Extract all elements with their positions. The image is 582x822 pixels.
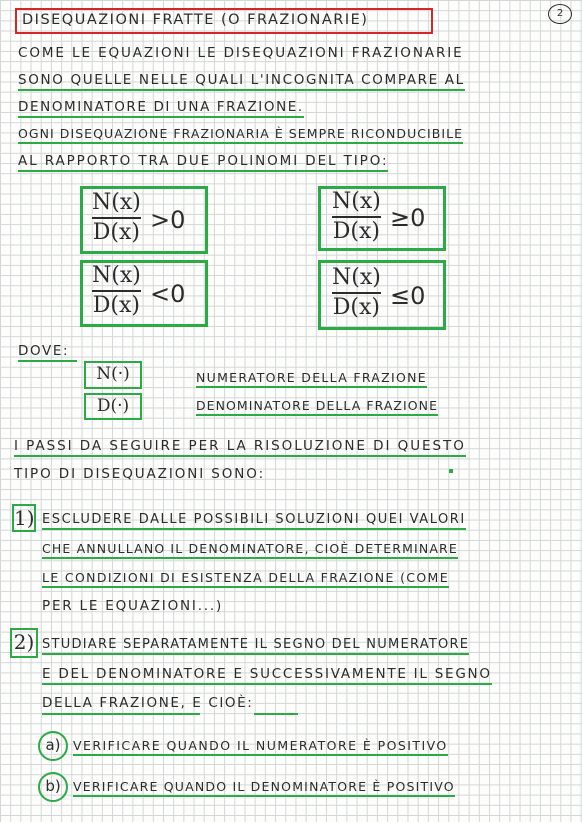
step-1-number: 1): [14, 506, 35, 530]
denominator: D(x): [332, 295, 381, 320]
intro-line-3: DENOMINATORE DI UNA FRAZIONE.: [18, 99, 304, 118]
sub-a-label: a): [38, 731, 68, 761]
step-1-line-2: CHE ANNULLANO IL DENOMINATORE, CIOÈ DETERMINARE: [42, 541, 458, 559]
page-title: DISEQUAZIONI FRATTE (O FRAZIONARIE): [22, 12, 369, 28]
fraction-ge: [332, 191, 381, 243]
sub-b-text: VERIFICARE QUANDO IL DENOMINATORE È POSITIVO: [73, 779, 455, 797]
sub-a-text: VERIFICARE QUANDO IL NUMERATORE È POSITIVO: [73, 738, 448, 756]
step-2-line-3: DELLA FRAZIONE, E CIOÈ:: [42, 695, 254, 711]
steps-intro-line-1: I PASSI DA SEGUIRE PER LA RISOLUZIONE DI QUESTO: [14, 438, 466, 457]
denominator: D(x): [92, 293, 141, 318]
intro-line-5: AL RAPPORTO TRA DUE POLINOMI DEL TIPO:: [18, 153, 388, 172]
numerator: N(x): [332, 189, 381, 214]
intro-line-2: SONO QUELLE NELLE QUALI L'INCOGNITA COMPARE AL: [18, 72, 465, 91]
fraction-lt: [92, 265, 141, 317]
denominator: D(x): [92, 220, 141, 245]
operator-gt: >0: [150, 206, 186, 234]
step-2-number: 2): [10, 628, 38, 658]
numerator: N(x): [92, 190, 141, 215]
operator-lt: <0: [150, 280, 186, 308]
step-2-underline-b: [254, 713, 298, 715]
numerator: N(x): [332, 265, 381, 290]
sub-b-label: b): [38, 772, 68, 802]
green-dot: [449, 469, 453, 473]
operator-ge: ≥0: [390, 204, 426, 232]
step-1-line-4: PER LE EQUAZIONI...): [42, 598, 224, 614]
step-2-line-2: E DEL DENOMINATORE E SUCCESSIVAMENTE IL SEGNO: [42, 666, 492, 685]
intro-line-1: COME LE EQUAZIONI LE DISEQUAZIONI FRAZIONARIE: [18, 45, 464, 61]
step-2-line-1: STUDIARE SEPARATAMENTE IL SEGNO DEL NUMERATORE: [42, 637, 469, 655]
n-symbol-box: N(·): [84, 361, 142, 389]
dove-label: DOVE:: [18, 343, 77, 362]
n-description: NUMERATORE DELLA FRAZIONE: [196, 370, 427, 388]
d-symbol-box: D(·): [84, 393, 142, 420]
step-1-line-1: ESCLUDERE DALLE POSSIBILI SOLUZIONI QUEI VALORI: [42, 512, 466, 530]
d-description: DENOMINATORE DELLA FRAZIONE: [196, 398, 438, 416]
intro-line-4: OGNI DISEQUAZIONE FRAZIONARIA È SEMPRE RICONDUCIBILE: [18, 126, 463, 144]
step-1-line-3: LE CONDIZIONI DI ESISTENZA DELLA FRAZIONE (COME: [42, 570, 449, 588]
numerator: N(x): [92, 263, 141, 288]
steps-intro-line-2: TIPO DI DISEQUAZIONI SONO:: [14, 466, 266, 482]
denominator: D(x): [332, 219, 381, 244]
step-2-underline-a: [42, 713, 200, 715]
operator-le: ≤0: [390, 282, 426, 310]
page-number: 2: [548, 4, 572, 24]
fraction-gt: [92, 192, 141, 244]
fraction-le: [332, 267, 381, 319]
